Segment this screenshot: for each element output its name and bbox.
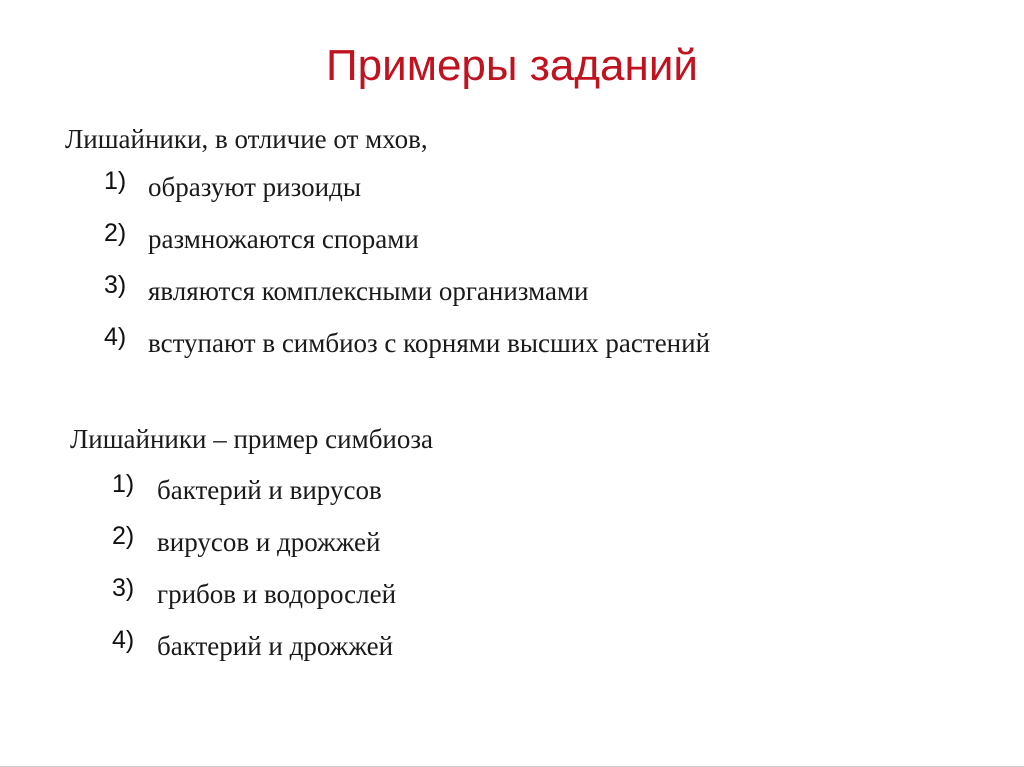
option-text: бактерий и дрожжей (157, 631, 394, 661)
option-number: 1) (112, 470, 135, 498)
option-text: размножаются спорами (148, 224, 419, 254)
question-2-prompt: Лишайники – пример симбиоза (70, 424, 434, 454)
option-text: бактерий и вирусов (157, 475, 382, 505)
option-number: 3) (104, 271, 127, 299)
option-number: 2) (104, 219, 127, 247)
option-number: 2) (112, 522, 135, 550)
option-text: вирусов и дрожжей (157, 527, 381, 557)
option-text: грибов и водорослей (157, 579, 397, 609)
option-text: вступают в симбиоз с корнями высших растений (148, 328, 711, 358)
option-number: 1) (104, 167, 127, 195)
option-text: являются комплексными организмами (148, 276, 589, 306)
option-number: 4) (112, 626, 135, 654)
option-number: 4) (104, 323, 127, 351)
slide-title: Примеры заданий (326, 41, 698, 90)
option-text: образуют ризоиды (148, 172, 361, 202)
option-number: 3) (112, 574, 135, 602)
question-1-prompt: Лишайники, в отличие от мхов, (65, 124, 428, 154)
